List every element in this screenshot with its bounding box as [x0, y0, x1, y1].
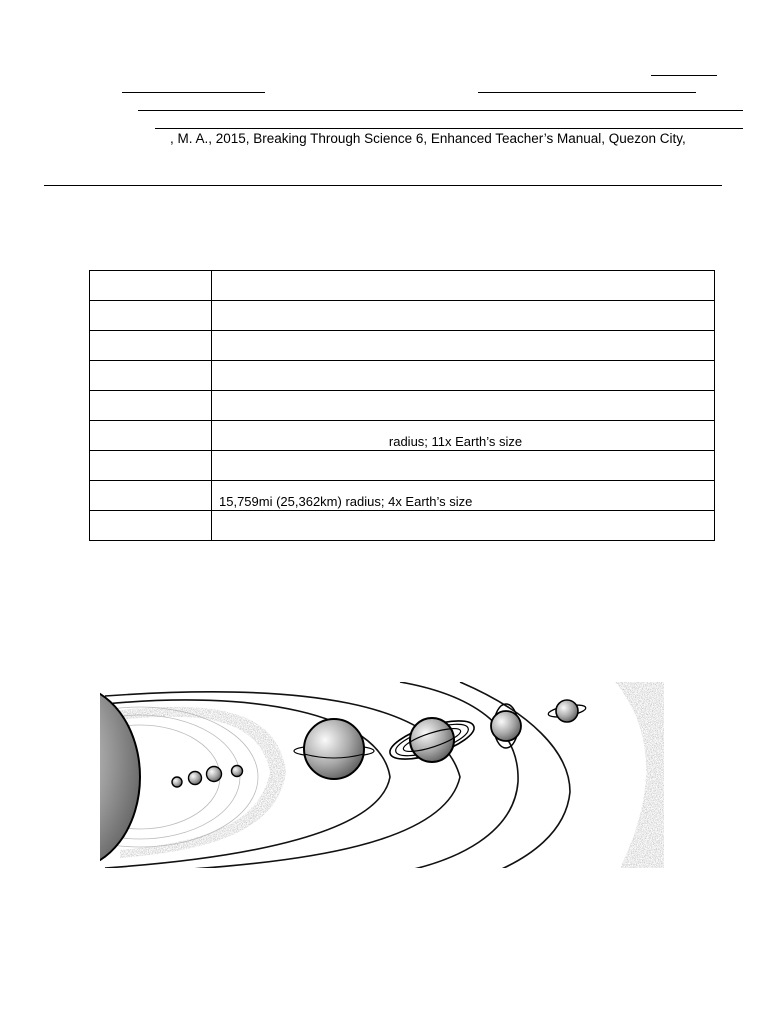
blank-line-name — [122, 92, 265, 93]
planet-info-cell — [212, 271, 715, 301]
reference-text: , M. A., 2015, Breaking Through Science 6, Enhanced Teacher’s Manual, Quezon City, — [170, 131, 686, 146]
planet-name-cell — [90, 361, 212, 391]
table-row — [90, 481, 715, 511]
asteroid-belt — [100, 682, 664, 868]
table-row — [90, 451, 715, 481]
section-divider — [44, 185, 722, 186]
planet-name-cell — [90, 301, 212, 331]
planet-table — [89, 270, 715, 541]
table-row — [90, 511, 715, 541]
planet-info-cell — [212, 511, 715, 541]
uranus-icon — [491, 704, 521, 748]
planet-info-text: 15,759mi (25,362km) radius; 4x Earth’s size — [219, 494, 473, 509]
planet-name-cell — [90, 391, 212, 421]
mercury-icon — [172, 777, 182, 787]
venus-icon — [189, 772, 202, 785]
planet-name-cell — [90, 421, 212, 451]
planet-info-cell — [212, 421, 715, 451]
planet-info-cell — [212, 361, 715, 391]
table-row — [90, 271, 715, 301]
table-row — [90, 331, 715, 361]
planet-info-cell — [212, 451, 715, 481]
planet-info-text: radius; 11x Earth’s size — [388, 434, 523, 449]
planet-name-cell — [90, 481, 212, 511]
solar-system-diagram-icon — [100, 682, 664, 868]
neptune-icon — [547, 700, 586, 722]
planet-name-cell — [90, 511, 212, 541]
mars-icon — [232, 766, 243, 777]
planet-info-cell — [212, 391, 715, 421]
blank-line-top-right — [651, 75, 717, 76]
table-row — [90, 391, 715, 421]
blank-line-date — [478, 92, 696, 93]
table-row — [90, 301, 715, 331]
earth-icon — [207, 767, 222, 782]
planet-name-cell — [90, 451, 212, 481]
saturn-icon — [386, 713, 478, 767]
jupiter-icon — [294, 719, 374, 779]
planet-info-cell — [212, 481, 715, 511]
table-row — [90, 421, 715, 451]
planet-name-cell — [90, 271, 212, 301]
planet-info-cell — [212, 331, 715, 361]
orbit-3 — [390, 682, 518, 868]
planet-info-cell — [212, 301, 715, 331]
planet-name-cell — [90, 331, 212, 361]
table-row — [90, 361, 715, 391]
blank-line-title — [138, 110, 743, 111]
planet-info-text — [212, 539, 714, 540]
solar-system-illustration — [100, 682, 664, 868]
blank-line-reference — [155, 128, 743, 129]
